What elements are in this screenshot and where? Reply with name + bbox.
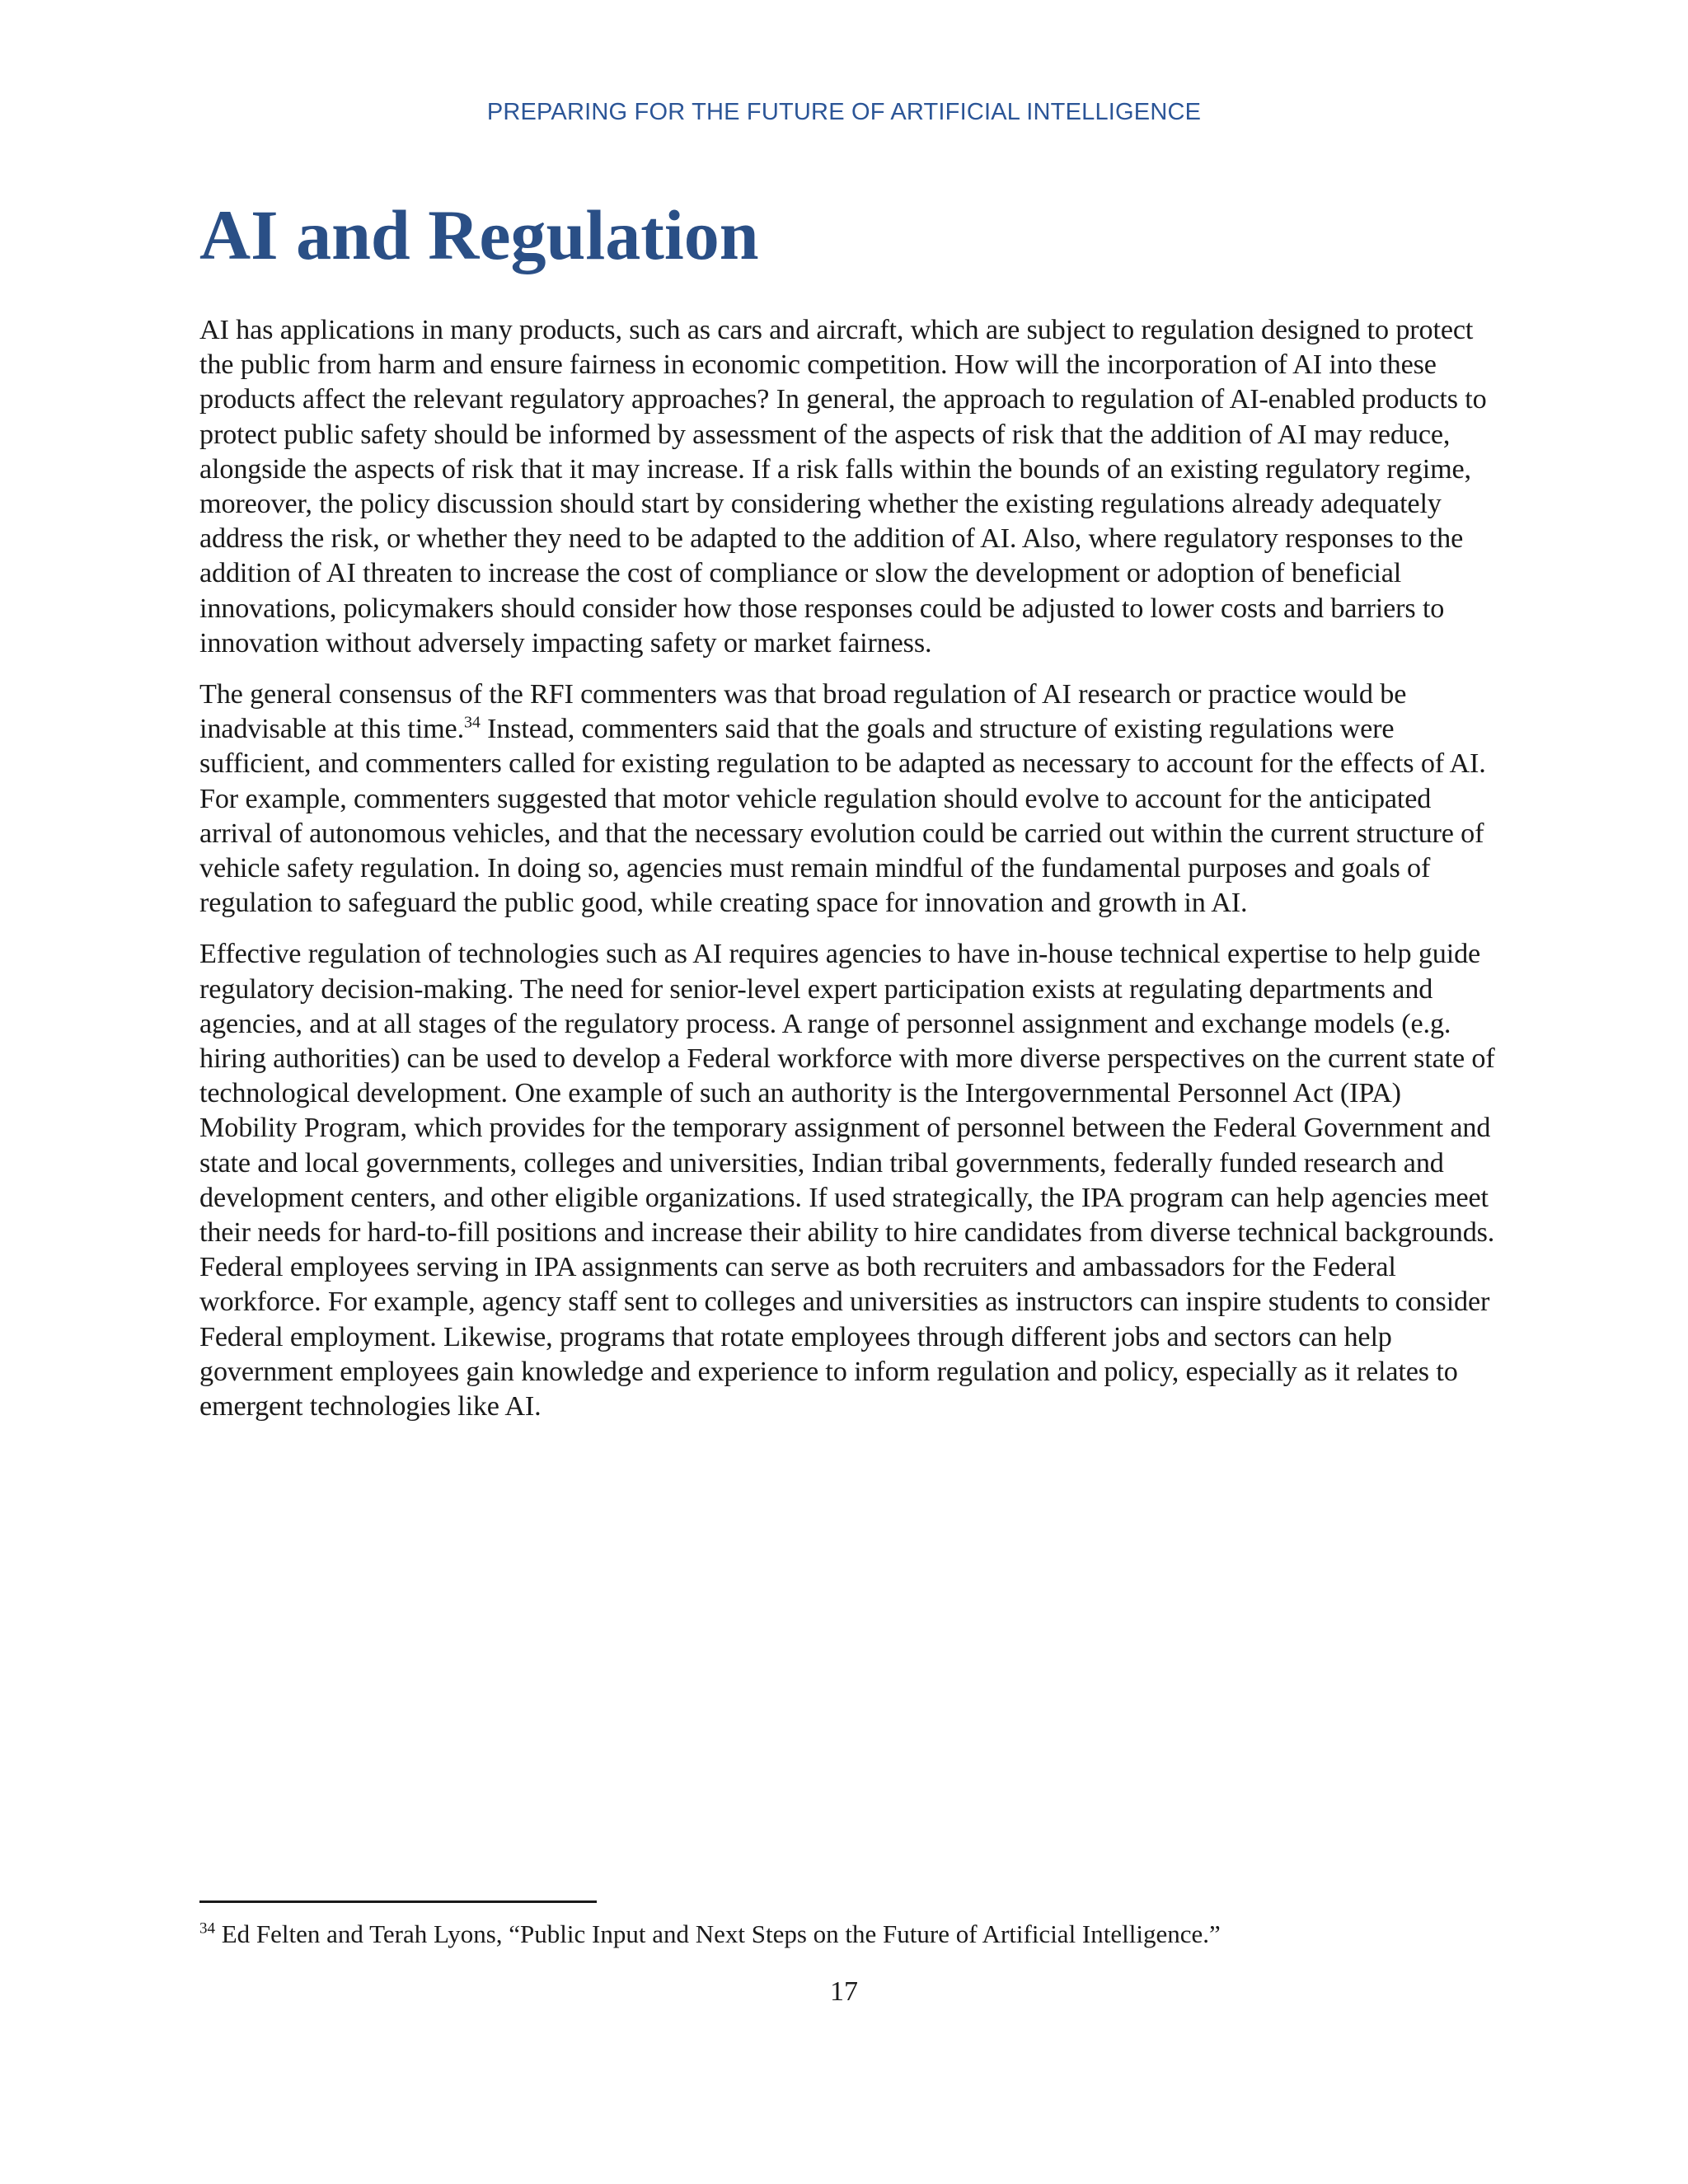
paragraph-rfi-text-after: Instead, commenters said that the goals and structure of existing regulations were sufficient, and commenters called for existing regulation to be adapted as necessary to account for the effects of AI. For example, commenters suggested that motor vehicle regulation should evolve to account for the anticipated arrival of autonomous vehicles, and that the necessary evolution could be carried out within the current structure of vehicle safety regulation. In doing so, agencies must remain mindful of the fundamental purposes and goals of regulation to safeguard the public good, while creating space for innovation and growth in AI. bbox=[199, 714, 1486, 919]
section-title: AI and Regulation bbox=[199, 195, 759, 274]
paragraph-rfi-text-before: The general consensus of the RFI commenters was that broad regulation of AI research or practice would be inadvisable at this time. bbox=[199, 679, 1407, 745]
paragraph-regulation-approach: AI has applications in many products, such as cars and aircraft, which are subject to regulation designed to protect the public from harm and ensure fairness in economic competition. How will the incorporation of AI into these products affect the relevant regulatory approaches? In general, the approach to regulation of AI-enabled products to protect public safety should be informed by assessment of the aspects of risk that the addition of AI may reduce, alongside the aspects of risk that it may increase. If a risk falls within the bounds of an existing regulatory regime, moreover, the policy discussion should start by considering whether the existing regulations already adequately address the risk, or whether they need to be adapted to the addition of AI. Also, where regulatory responses to the addition of AI threaten to increase the cost of compliance or slow the development or adoption of beneficial innovations, policymakers should consider how those responses could be adjusted to lower costs and barriers to innovation without adversely impacting safety or market fairness. bbox=[199, 315, 1487, 658]
footnote-number: 34 bbox=[199, 1919, 215, 1938]
paragraph-rfi-consensus bbox=[199, 677, 1495, 921]
footnote-text: Ed Felten and Terah Lyons, “Public Input and Next Steps on the Future of Artificial Intelligence.” bbox=[215, 1919, 1221, 1948]
page-number: 17 bbox=[830, 1976, 858, 2007]
body-text bbox=[199, 313, 1495, 1441]
paragraph-technical-expertise: Effective regulation of technologies such as AI requires agencies to have in-house technical expertise to help guide regulatory decision-making. The need for senior-level expert participation exists at regulating departments and agencies, and at all stages of the regulatory process. A range of personnel assignment and exchange models (e.g. hiring authorities) can be used to develop a Federal workforce with more diverse perspectives on the current state of technological development. One example of such an authority is the Intergovernmental Personnel Act (IPA) Mobility Program, which provides for the temporary assignment of personnel between the Federal Government and state and local governments, colleges and universities, Indian tribal governments, federally funded research and development centers, and other eligible organizations. If used strategically, the IPA program can help agencies meet their needs for hard-to-fill positions and increase their ability to hire candidates from diverse technical backgrounds. Federal employees serving in IPA assignments can serve as both recruiters and ambassadors for the Federal workforce. For example, agency staff sent to colleges and universities as instructors can inspire students to consider Federal employment. Likewise, programs that rotate employees through different jobs and sectors can help government employees gain knowledge and experience to inform regulation and policy, especially as it relates to emergent technologies like AI. bbox=[199, 939, 1495, 1422]
footnote-reference[interactable]: 34 bbox=[463, 713, 481, 732]
footnote-divider bbox=[199, 1900, 597, 1903]
running-header: PREPARING FOR THE FUTURE OF ARTIFICIAL INTELLIGENCE bbox=[486, 99, 1202, 125]
footnote bbox=[199, 1919, 1495, 1950]
